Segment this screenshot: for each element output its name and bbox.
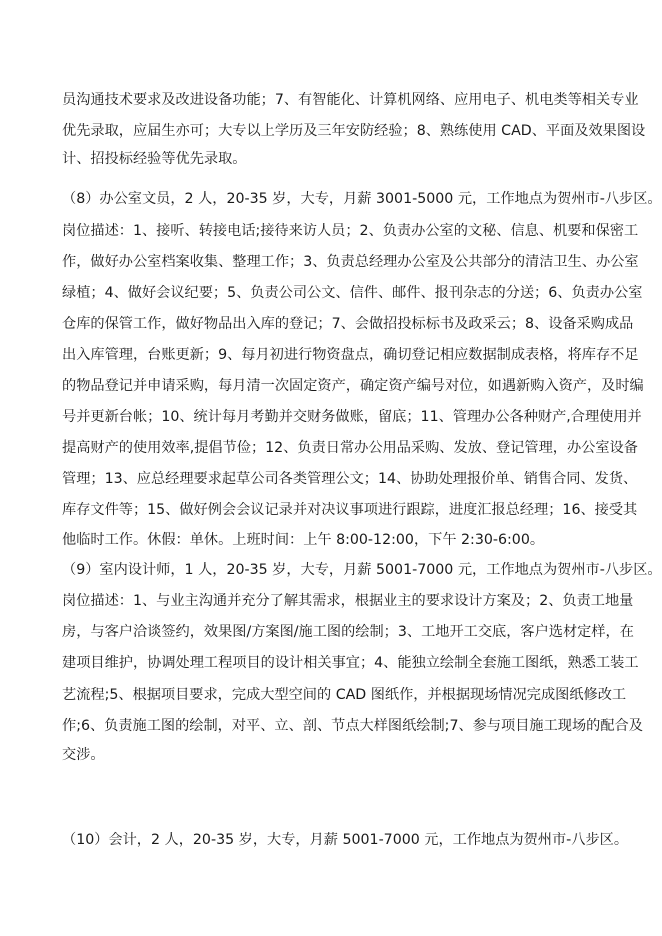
text-line: 作;6、负责施工图的绘制，对平、立、剖、节点大样图纸绘制;7、参与项目施工现场的配合及 (62, 718, 643, 734)
text-line: 库存文件等；15、做好例会会议记录并对决议事项进行跟踪，进度汇报总经理；16、接受其 (62, 502, 638, 518)
text-line: 仓库的保管工作，做好物品出入库的登记；7、会做招投标标书及政采云；8、设备采购成品 (62, 316, 634, 332)
section-heading-8: （8）办公室文员，2 人，20-35 岁，大专，月薪 3001-5000 元，工作地点为贺州市-八步区。 (62, 191, 662, 207)
text-line: 艺流程;5、根据项目要求，完成大型空间的 CAD 图纸作，并根据现场情况完成图纸修改工 (62, 687, 627, 703)
text-line: 的物品登记并申请采购，每月清一次固定资产，确定资产编号对位，如遇新购入资产，及时编 (62, 378, 644, 394)
text-line: 管理；13、应总经理要求起草公司各类管理公文；14、协助处理报价单、销售合同、发货、 (62, 471, 638, 487)
text-line: 出入库管理，台账更新；9、每月初进行物资盘点，确切登记相应数据制成表格，将库存不足 (62, 347, 639, 363)
text-line: 绿植；4、做好会议纪要；5、负责公司公文、信件、邮件、报刊杂志的分送；6、负责办公室 (62, 285, 643, 301)
text-line: 岗位描述：1、接听、转接电话;接待来访人员；2、负责办公室的文秘、信息、机要和保密工 (62, 223, 639, 239)
text-line: 作，做好办公室档案收集、整理工作；3、负责总经理办公室及公共部分的清洁卫生、办公室 (62, 254, 639, 270)
text-line: 号并更新台帐；10、统计每月考勤并交财务做账，留底；11、管理办公各种财产,合理使用并 (62, 409, 642, 425)
text-line: 提高财产的使用效率,提倡节俭；12、负责日常办公用品采购、发放、登记管理，办公室设备 (62, 440, 638, 456)
text-line: 优先录取，应届生亦可；大专以上学历及三年安防经验；8、熟练使用 CAD、平面及效果图设 (62, 123, 646, 139)
text-line: 员沟通技术要求及改进设备功能；7、有智能化、计算机网络、应用电子、机电类等相关专业 (62, 92, 639, 108)
text-line: 计、招投标经验等优先录取。 (62, 151, 247, 167)
section-heading-9: （9）室内设计师，1 人，20-35 岁，大专，月薪 5001-7000 元，工作地点为贺州市-八步区。 (62, 562, 662, 578)
text-line: 建项目维护，协调处理工程项目的设计相关事宜；4、能独立绘制全套施工图纸，熟悉工装工 (62, 655, 639, 671)
text-line: 房，与客户洽谈签约，效果图/方案图/施工图的绘制；3、工地开工交底，客户选材定样，在 (62, 624, 634, 640)
text-line: 他临时工作。休假：单休。上班时间：上午 8:00-12:00，下午 2:30-6:00。 (62, 532, 545, 548)
section-heading-10: （10）会计，2 人，20-35 岁，大专，月薪 5001-7000 元，工作地点为贺州市-八步区。 (62, 832, 629, 848)
text-line: 交涉。 (62, 747, 105, 763)
text-line: 岗位描述：1、与业主沟通并充分了解其需求，根据业主的要求设计方案及；2、负责工地量 (62, 593, 634, 609)
